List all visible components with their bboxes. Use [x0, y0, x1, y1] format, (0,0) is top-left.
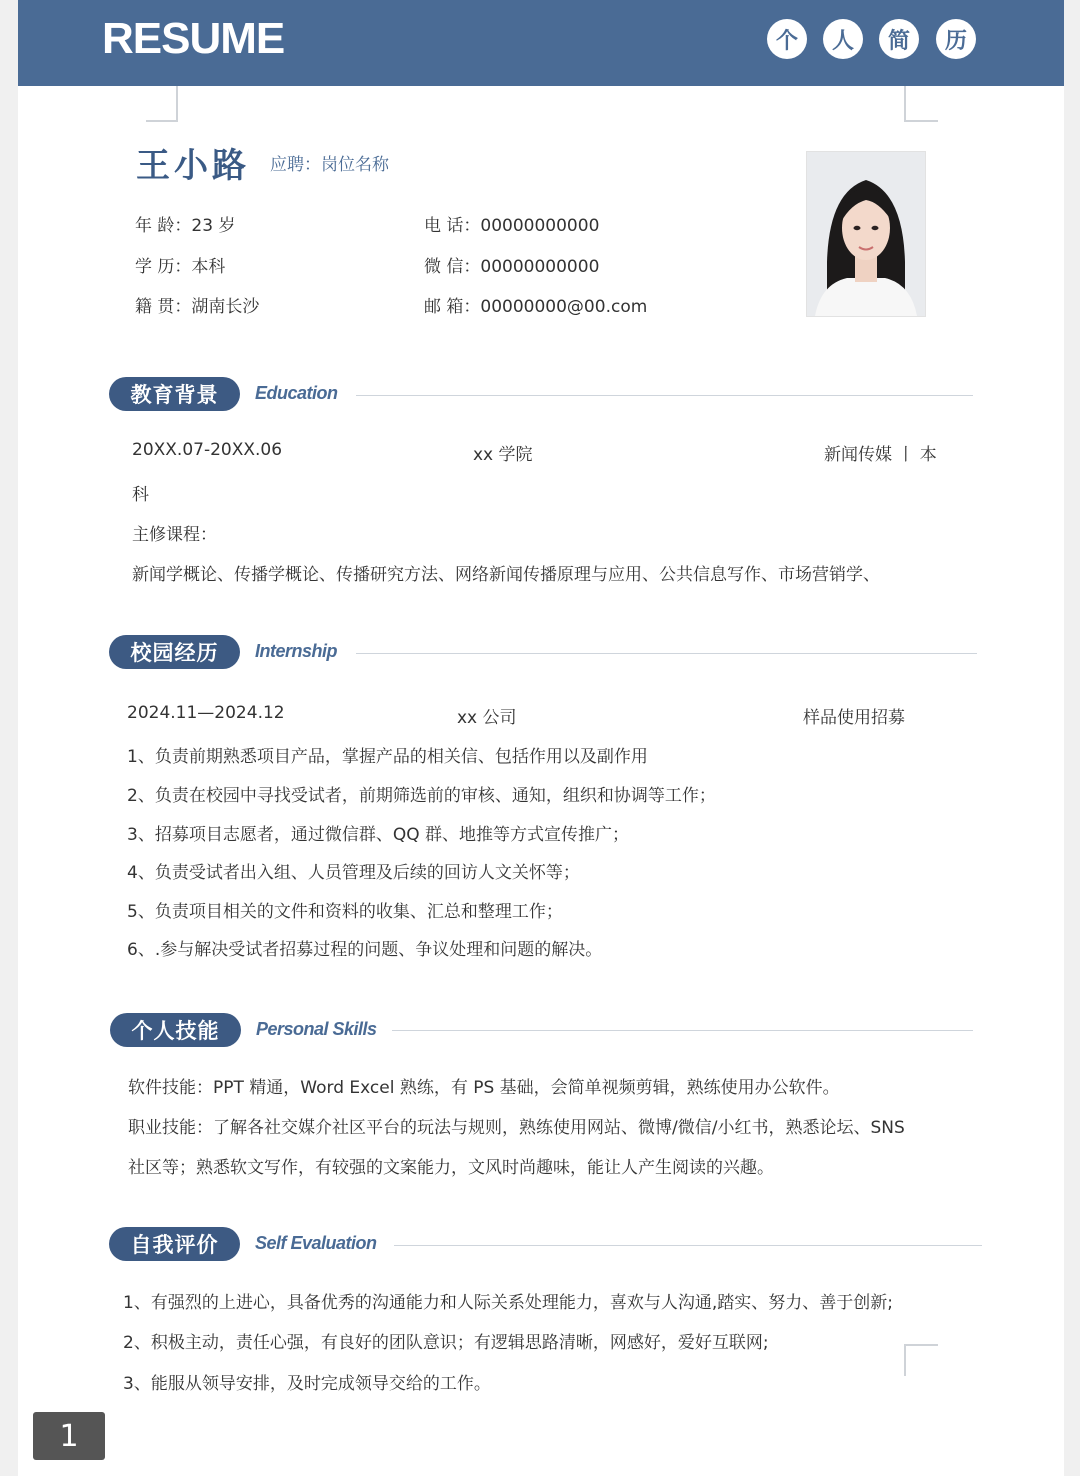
resume-title: RESUME [102, 14, 285, 63]
skill-line: 职业技能：了解各社交媒介社区平台的玩法与规则，熟练使用网站、微博/微信/小红书，熟悉论坛、SNS [128, 1118, 905, 1138]
list-item: 2、积极主动，责任心强，有良好的团队意识；有逻辑思路清晰，网感好，爱好互联网; [123, 1333, 769, 1353]
section-divider [392, 1030, 973, 1031]
badge-2: 人 [823, 19, 863, 59]
section-title-education-en: Education [255, 383, 338, 403]
section-title-evaluation-en: Self Evaluation [255, 1233, 377, 1253]
section-pill-internship: 校园经历 [109, 635, 240, 669]
courses-list: 新闻学概论、传播学概论、传播研究方法、网络新闻传播原理与应用、公共信息写作、市场营销学、 [132, 565, 880, 585]
age: 年 龄：23 岁 [135, 216, 236, 236]
hometown: 籍 贯：湖南长沙 [135, 297, 260, 317]
education-major-wrap: 科 [132, 485, 149, 505]
corner-decoration-top-right [904, 86, 938, 122]
section-pill-evaluation: 自我评价 [109, 1227, 240, 1261]
list-item: 1、负责前期熟悉项目产品，掌握产品的相关信、包括作用以及副作用 [127, 747, 648, 767]
list-item: 2、负责在校园中寻找受试者，前期筛选前的审核、通知，组织和协调等工作； [127, 786, 716, 806]
badge-4: 历 [936, 19, 976, 59]
internship-role: 样品使用招募 [803, 708, 905, 728]
badge-1: 个 [767, 19, 807, 59]
list-item: 3、招募项目志愿者，通过微信群、QQ 群、地推等方式宣传推广； [127, 825, 629, 845]
candidate-name: 王小路 [136, 146, 250, 186]
section-divider [356, 653, 977, 654]
section-pill-education: 教育背景 [109, 377, 240, 411]
section-title-skills-en: Personal Skills [256, 1019, 377, 1039]
education-school: xx 学院 [473, 445, 533, 465]
section-divider [356, 395, 973, 396]
page-number: 1 [33, 1412, 105, 1460]
section-title-internship-en: Internship [255, 641, 338, 661]
badge-3: 简 [879, 19, 919, 59]
internship-company: xx 公司 [457, 708, 517, 728]
list-item: 4、负责受试者出入组、人员管理及后续的回访人文关怀等； [127, 863, 580, 883]
section-pill-skills: 个人技能 [110, 1013, 241, 1047]
corner-decoration-top-left [146, 86, 178, 122]
email: 邮 箱：00000000@00.com [424, 297, 648, 317]
list-item: 5、负责项目相关的文件和资料的收集、汇总和整理工作； [127, 902, 563, 922]
list-item: 6、.参与解决受试者招募过程的问题、争议处理和问题的解决。 [127, 940, 603, 960]
courses-label: 主修课程： [132, 525, 217, 545]
education-period: 20XX.07-20XX.06 [132, 440, 283, 460]
applied-position: 应聘：岗位名称 [270, 155, 389, 175]
wechat: 微 信：00000000000 [424, 257, 600, 277]
internship-period: 2024.11—2024.12 [127, 703, 285, 723]
corner-decoration-bottom-right [904, 1344, 938, 1376]
education-level: 学 历：本科 [135, 257, 226, 277]
section-divider [394, 1245, 982, 1246]
list-item: 3、能服从领导安排，及时完成领导交给的工作。 [123, 1374, 491, 1394]
portrait-illustration [807, 152, 925, 316]
list-item: 1、有强烈的上进心，具备优秀的沟通能力和人际关系处理能力，喜欢与人沟通,踏实、努力、善于创新; [123, 1293, 893, 1313]
skill-line: 社区等；熟悉软文写作，有较强的文案能力，文风时尚趣味，能让人产生阅读的兴趣。 [128, 1158, 774, 1178]
education-major: 新闻传媒 丨 本 [824, 445, 937, 465]
phone: 电 话：00000000000 [424, 216, 600, 236]
profile-photo [806, 151, 926, 317]
skill-line: 软件技能：PPT 精通，Word Excel 熟练，有 PS 基础，会简单视频剪辑，熟练使用办公软件。 [128, 1078, 840, 1098]
